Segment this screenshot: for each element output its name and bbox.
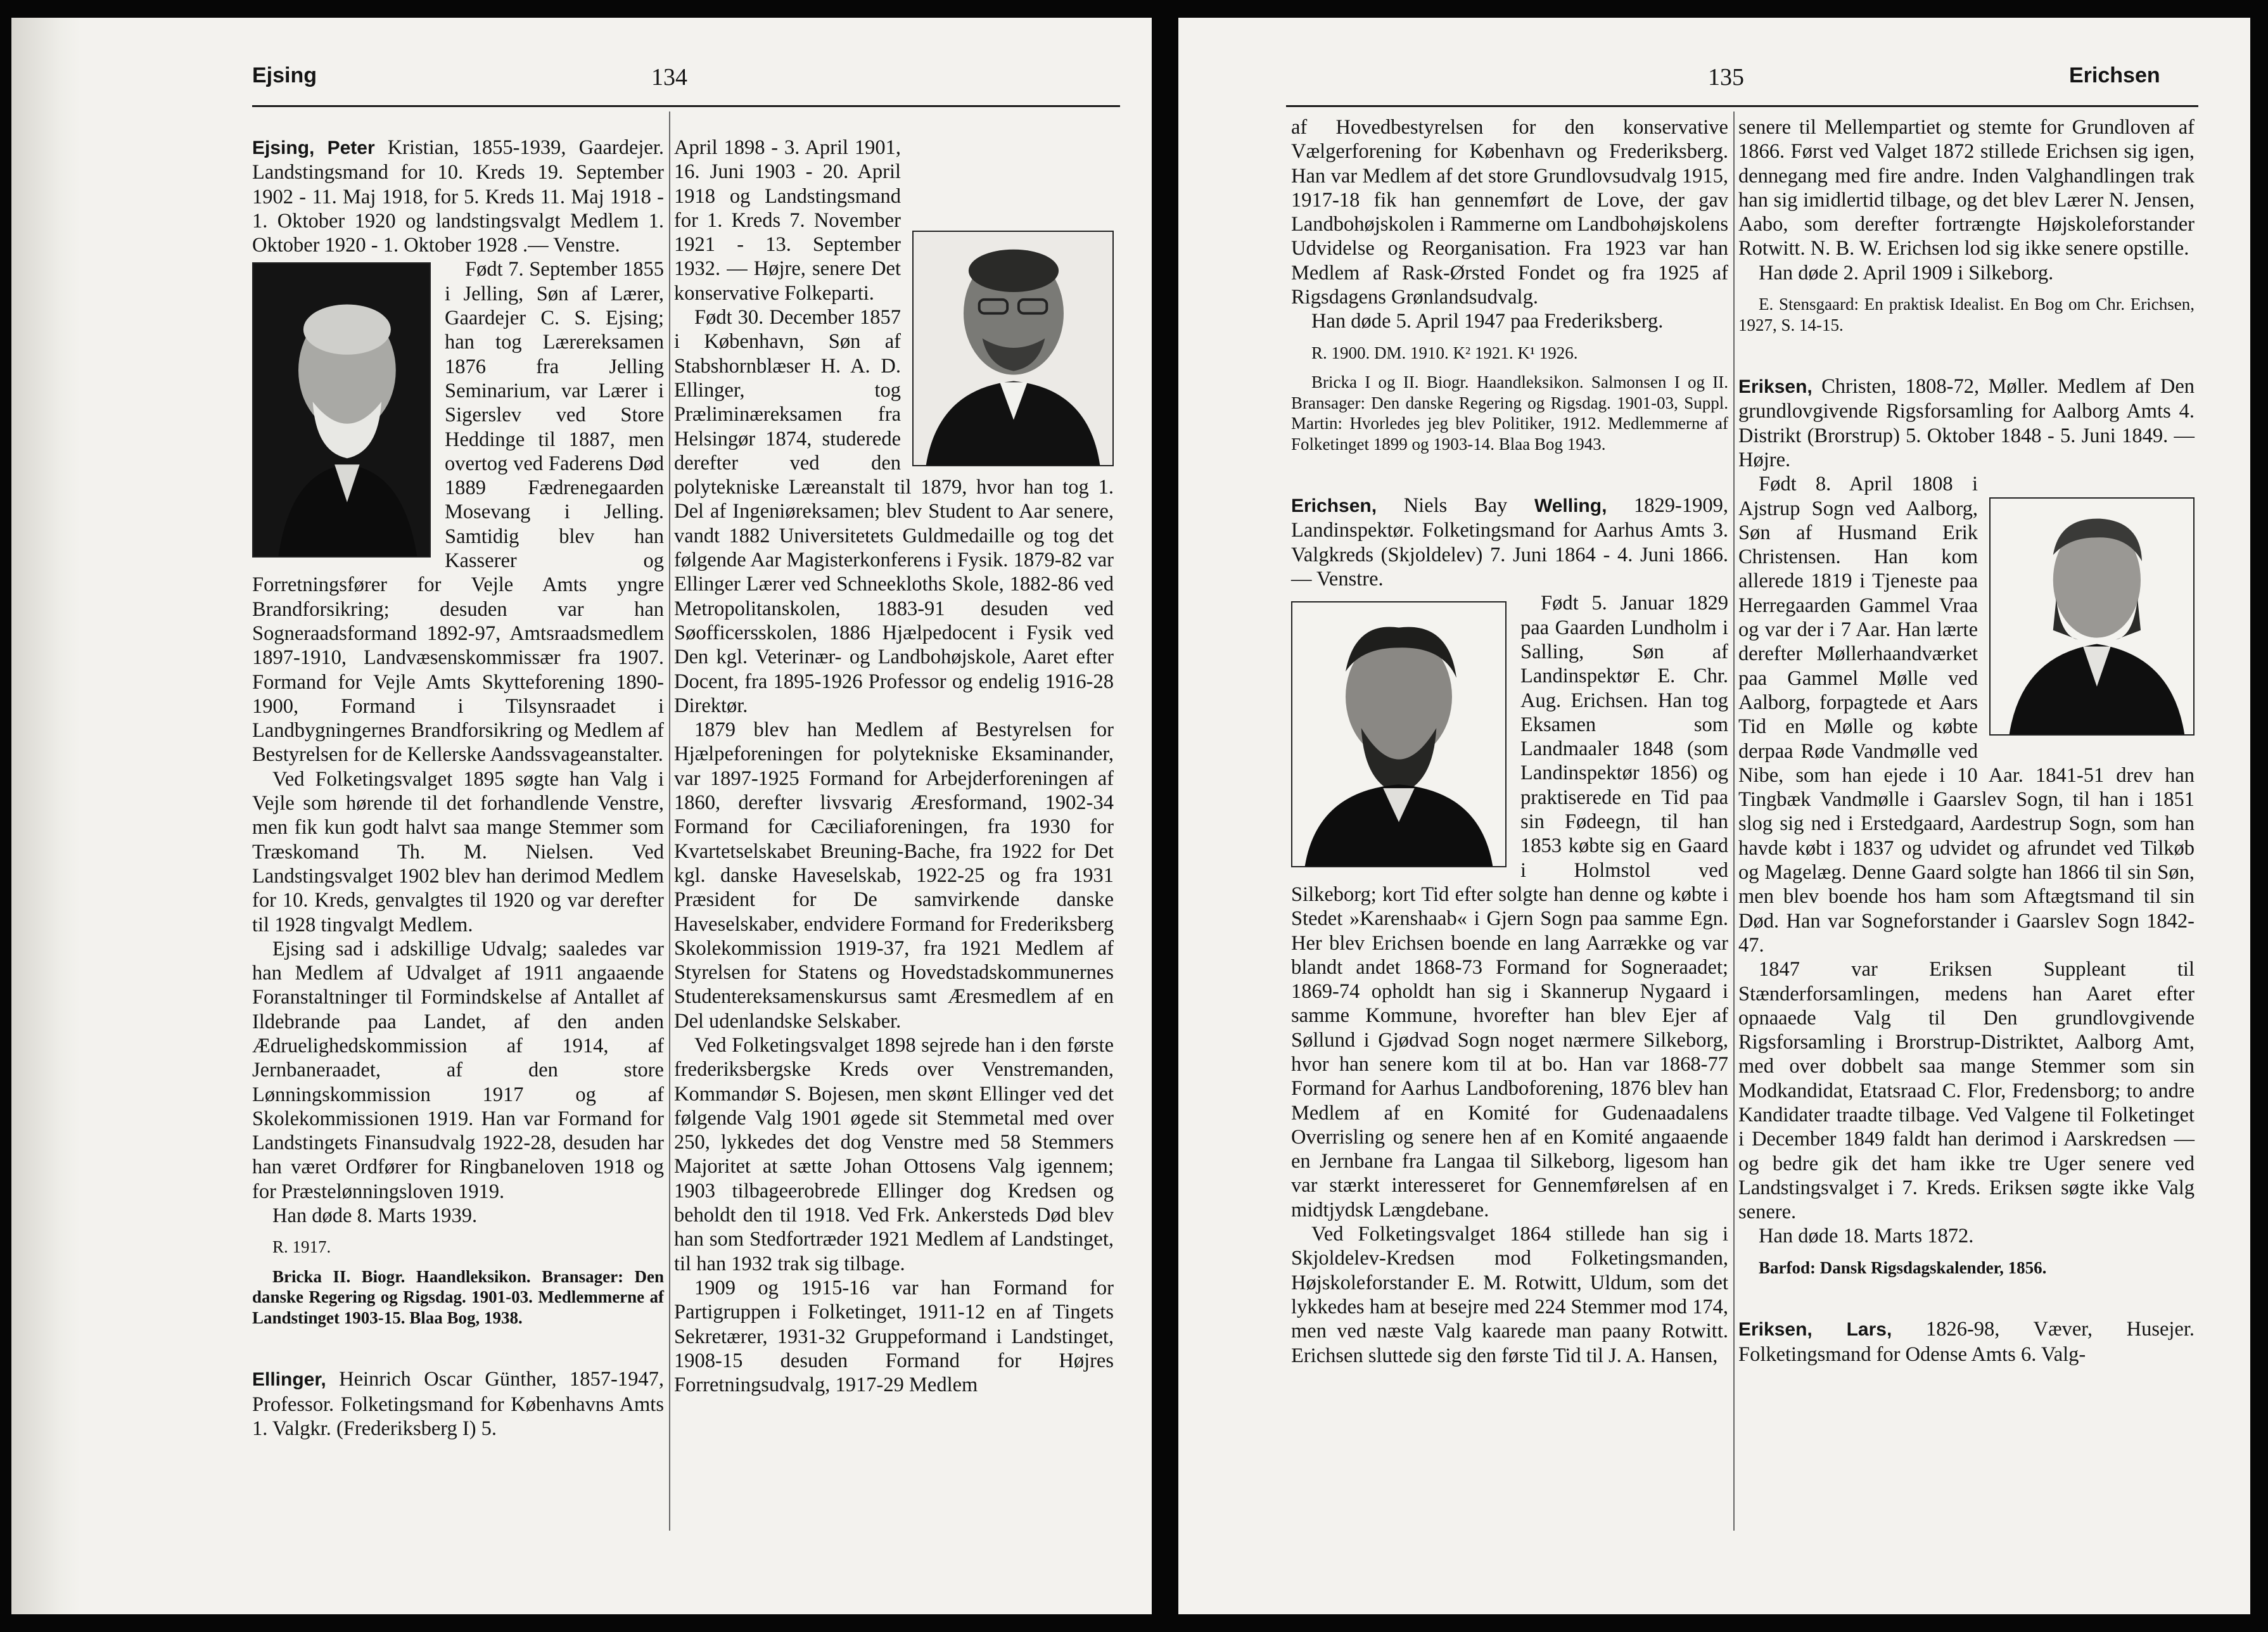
entry-erichsen-death: Han døde 2. April 1909 i Silkeborg. (1759, 261, 2054, 284)
entry-name-part: Welling, (1534, 495, 1607, 517)
entry-name: Eriksen, (1738, 376, 1812, 398)
running-head-right: Erichsen (2069, 63, 2160, 87)
left-column-2 (674, 136, 1114, 1397)
entry-ellinger-terms: April 1898 - 3. April 1901, 16. Juni 1903 - 20. April 1918 og Landstingsmand for 1. Kreds 7. November 1921 - 13. September 1932. — Højre, senere Det konservative Folkeparti. (674, 136, 901, 305)
portrait-photo-ellinger (912, 231, 1114, 466)
entry-erichsen-sources: E. Stensgaard: En praktisk Idealist. En Bog om Chr. Erichsen, 1927, S. 14-15. (1738, 295, 2195, 335)
entry-name: Ellinger, (252, 1369, 326, 1391)
entry-ejsing-orders: R. 1917. (272, 1237, 331, 1257)
entry-eriksen-christen-sources: Barfod: Dansk Rigsdagskalender, 1856. (1759, 1258, 2047, 1277)
entry-ejsing-death: Han døde 8. Marts 1939. (272, 1204, 478, 1228)
entry-eriksen-lars-header (1738, 1317, 2195, 1367)
entry-given-names: Niels Bay (1403, 494, 1508, 518)
column-divider (669, 112, 670, 1531)
entry-eriksen-christen-death: Han døde 18. Marts 1872. (1759, 1225, 1974, 1248)
page-edge-shading (11, 18, 81, 1614)
portrait-photo-ejsing (252, 262, 431, 558)
left-column-1 (252, 136, 664, 1441)
entry-ellinger-orders: R. 1900. DM. 1910. K² 1921. K¹ 1926. (1311, 343, 1578, 362)
entry-erichsen-bio: Født 5. Januar 1829 paa Gaarden Lundholm i Salling, Søn af Landinspektør E. Chr. Aug. Erichsen. Han tog Eksamen som Landmaaler 1848 (som Landinspektør 1856) og praktiserede en Tid paa sin Fødeegn, til han 1853 købte sig en Gaard i Holmstol ved Silkeborg; kort Tid efter solgte han denne og købte i Stedet »Karenshaab« i Gjern Sogn paa samme Egn. Her blev Erichsen boende en lang Aarrække og var blandt andet 1868-73 Formand for Sogneraadet; 1869-74 opholdt han sig i Skannerup Nygaard i samme Kommune, hvorefter han blev Ejer af Søllund i Gjødvad Sogn noget nærmere Silkeborg, hvor han senere kom til at bo. Han var 1868-77 Formand for Aarhus Landboforening, 1876 blev han Medlem af en Komité for Gudenaadalens Overrisling og senere hen af en Komité angaaende en Jernbane fra Langaa til Silkeborg, ligesom han var stærkt interesseret for Gennemførelsen af en midtjydsk Længdebane. (1291, 592, 1728, 1221)
entry-erichsen-continued: senere til Mellempartiet og stemte for Grundloven af 1866. Først ved Valget 1872 stillede Erichsen sig igen, dennegang med fire andre. Inden Valghandlingen trak han sig imidlertid tilbage, og det blev Lærer N. Jensen, Aabo, som derefter fortrængte Højskoleforstander Rotwitt. N. B. W. Erichsen lod sig ikke senere opstille. (1738, 116, 2195, 260)
portrait-photo-eriksen (1989, 497, 2195, 736)
entry-ejsing-sources: Bricka II. Biogr. Haandleksikon. Bransager: Den danske Regering og Rigsdag. 1901-03. Medlemmerne af Landstinget 1903-15. Blaa Bog, 1938. (252, 1266, 664, 1327)
entry-erichsen-header (1291, 494, 1728, 591)
entry-eriksen-christen-elections: 1847 var Eriksen Suppleant til Stænderforsamlingen, medens han Aaret efter opnaaede Valg til Den grundlovgivende Rigsforsamling i Brorstrup-Distriktet, Aalborg Amt, med over dobbelt saa mange Stemmer som sin Modkandidat, Etatsraad C. Flor, Fredensborg; to andre Kandidater traadte tilbage. Ved Valgene til Folketinget i December 1849 faldt han derimod i Aarskredsen — og bedre gik det ham ikke tre Uger senere ved Landstingsvalget i 7. Kreds. Eriksen søgte ikke Valg senere. (1738, 958, 2195, 1224)
entry-ellinger-continued: af Hovedbestyrelsen for den konservative Vælgerforening for København og Frederiksberg. Han var Medlem af det store Grundlovsudvalg 1915, 1917-18 fik han gennemført de Love, der gav Landbohøjskolen i Rammerne om Landbohøjskolens Udvidelse og Reorganisation. Fra 1923 var han Medlem af Rask-Ørsted Fondet og fra 1925 af Rigsdagens Grønlandsudvalg. (1291, 116, 1728, 309)
entry-ellinger-elections: Ved Folketingsvalget 1898 sejrede han i den første frederiksbergske Kreds over Venstremanden, Kommandør S. Bojesen, men skønt Ellinger ved det følgende Valg 1901 øgede sit Stemmetal med over 250, lykkedes det dog Venstre med 58 Stemmers Majoritet at sætte Johan Ottosens Valg igennem; 1903 tilbageerobrede Ellinger dog Kredsen og beholdt den til 1918. Ved Frk. Ankersteds Død blev han som Stedfortræder 1921 Medlem af Landstinget, til han 1932 trak sig tilbage. (674, 1033, 1114, 1275)
entry-ellinger-death: Han døde 5. April 1947 paa Frederiksberg. (1311, 310, 1664, 333)
entry-ejsing-header (252, 136, 664, 257)
right-column-2 (1738, 115, 2195, 1367)
running-head-left: Ejsing (252, 63, 317, 87)
entry-ellinger-memberships: 1879 blev han Medlem af Bestyrelsen for Hjælpeforeningen for polytekniske Eksaminander, var 1897-1925 Formand for Arbejderforeningen af 1860, derefter livsvarig Æresformand, 1902-34 Formand for Cæciliaforeningen, fra 1930 for Kvartetselskabet Breuning-Bache, fra 1922 for Det kgl. danske Haveselskab, 1922-25 og fra 1931 Præsident for De samvirkende danske Haveselskaber, endvidere Formand for Frederiksberg Skolekommission 1919-37, fra 1921 Medlem af Styrelsen for Statens og Hovedstadskommunernes Studentereksamenskursus samt Æresmedlem af en Del udenlandske Selskaber. (674, 718, 1114, 1033)
entry-ellinger-header (252, 1367, 664, 1441)
header-rule (252, 105, 1120, 107)
entry-ellinger-bio: Født 30. December 1857 i København, Søn af Stabshornblæser H. A. D. Ellinger, tog Præliminæreksamen fra Helsingør 1874, studerede derefter ved den polytekniske Læreanstalt til 1879, hvor han tog 1. Del af Ingeniøreksamen; blev Student to Aar senere, vandt 1882 Universitetets Guldmedaille og tog det følgende Aar Magisterkonferens i Fysik. 1879-82 var Ellinger Lærer ved Schneekloths Skole, 1882-86 ved Metropolitanskolen, 1883-91 desuden ved Søofficersskolen, 1886 Hjælpedocent i Fysik ved Den kgl. Veterinær- og Landbohøjskole, Aaret efter Docent, fra 1895-1926 Professor og endelig 1916-28 Direktør. (674, 306, 1114, 717)
page-134 (11, 18, 1152, 1614)
entry-ellinger-sources: Bricka I og II. Biogr. Haandleksikon. Salmonsen I og II. Bransager: Den danske Regering og Rigsdag. 1901-03, Suppl. Martin: Hvorledes jeg blev Politiker, 1912. Medlemmerne af Folketinget 1899 og 1903-14. Blaa Bog 1943. (1291, 373, 1728, 454)
page-number-134: 134 (651, 64, 687, 91)
column-divider (1733, 112, 1735, 1531)
entry-ejsing-bio: Født 7. September 1855 i Jelling, Søn af Lærer, Gaardejer C. S. Ejsing; han tog Lærereksamen 1876 fra Jelling Seminarium, var Lærer i Sigerslev ved Store Heddinge til 1887, men overtog ved Faderens Død 1889 Fædrenegaarden Mosevang i Jelling. Samtidig blev han Kasserer og Forretningsfører for Vejle Amts yngre Brandforsikring; desuden var han Sogneraadsformand 1892-97, Amtsraadsmedlem 1897-1910, Landvæsenskommissær fra 1907. Formand for Vejle Amts Skytteforening 1890-1900, Formand i Tilsynsraadet i Landbygningernes Brandforsikring og Medlem af Bestyrelsen for de Kellerske Aandssvageanstalter. (252, 258, 664, 767)
entry-ejsing-elections: Ved Folketingsvalget 1895 søgte han Valg i Vejle som hørende til det forhandlende Venstre, men fik kun godt halvt saa mange Stemmer som Træskomand Th. M. Nielsen. Ved Landstingsvalget 1902 blev han derimod Medlem for 10. Kreds, genvalgtes til 1920 og var derefter til 1928 tingvalgt Medlem. (252, 767, 664, 936)
entry-eriksen-christen-header (1738, 374, 2195, 472)
entry-name: Erichsen, (1291, 495, 1377, 517)
entry-intro: Christen, 1808-72, Møller. Medlem af Den grundlovgivende Rigsforsamling for Aalborg Amts 4. Distrikt (Brorstrup) 5. Oktober 1848 - 5. Juni 1849. — Højre. (1738, 375, 2195, 471)
right-column-1 (1291, 115, 1728, 1368)
entry-intro: Heinrich Oscar Günther, 1857-1947, Professor. Folketingsmand for Københavns Amts 1. Valgkr. (Frederiksberg I) 5. (252, 1368, 665, 1440)
entry-name: Ejsing, Peter (252, 137, 375, 158)
entry-erichsen-elections: Ved Folketingsvalget 1864 stillede han sig i Skjoldelev-Kredsen mod Folketingsmanden, Højskoleforstander E. M. Rotwitt, Uldum, som det lykkedes ham at besejre med 224 Stemmer mod 174, men ved næste Valg kaarede man paany Rotwitt. Erichsen sluttede sig den første Tid til J. A. Hansen, (1291, 1223, 1728, 1367)
entry-intro: Kristian, 1855-1939, Gaardejer. Landstingsmand for 10. Kreds 19. September 1902 - 11. Maj 1918, for 5. Kreds 11. Maj 1918 - 1. Oktober 1920 og landstingsvalgt Medlem 1. Oktober 1920 - 1. Oktober 1928 .— Venstre. (252, 136, 664, 257)
header-rule (1286, 105, 2198, 107)
entry-name: Eriksen, Lars, (1738, 1319, 1892, 1341)
page-number-135: 135 (1708, 64, 1744, 91)
portrait-photo-erichsen (1291, 601, 1507, 867)
page-135 (1178, 18, 2250, 1614)
entry-ejsing-committees: Ejsing sad i adskillige Udvalg; saaledes var han Medlem af Udvalget af 1911 angaaende Foranstaltninger til Formindskelse af Antallet af Ildebrande paa Landet, af den anden Ædruelighedskommission af 1914, af Jernbaneraadet, af den store Lønningskommission 1917 og af Skolekommissionen 1919. Han var Formand for Landstingets Finansudvalg 1922-28, desuden har han været Ordfører for Ringbaneloven 1918 og for Præstelønningsloven 1919. (252, 937, 664, 1203)
entry-intro: 1826-98, Væver, Husejer. Folketingsmand for Odense Amts 6. Valg- (1738, 1318, 2195, 1366)
entry-intro: 1829-1909, Landinspektør. Folketingsmand for Aarhus Amts 3. Valgkreds (Skjoldelev) 7. Juni 1864 - 4. Juni 1866. — Venstre. (1291, 494, 1728, 591)
entry-eriksen-christen-bio: Født 8. April 1808 i Ajstrup Sogn ved Aalborg, Søn af Husmand Erik Christensen. Han kom allerede 1819 i Tjeneste paa Herregaarden Gammel Vraa og var der i 7 Aar. Han lærte derefter Møllerhaandværket paa Gammel Mølle ved Aalborg, forpagtede et Aars Tid en Mølle og købte derpaa Røde Vandmølle ved Nibe, som han ejede i 10 Aar. 1841-51 drev han Tingbæk Vandmølle i Gaarslev Sogn, til han i 1851 slog sig ned i Erstedgaard, Aardestrup Sogn, som han havde købt i 1837 og udvidet og afrundet ved Tilkøb og Magelæg. Denne Gaard solgte han 1866 til sin Søn, men blev boende hos ham som Aftægtsmand til sin Død. Han var Sogneforstander i Gaarslev Sogn 1842-47. (1738, 473, 2195, 957)
entry-ellinger-roles: 1909 og 1915-16 var han Formand for Partigruppen i Folketinget, 1911-12 en af Tingets Sekretærer, 1931-32 Gruppeformand i Landstinget, 1908-15 desuden Formand for Højres Forretningsudvalg, 1917-29 Medlem (674, 1276, 1114, 1397)
